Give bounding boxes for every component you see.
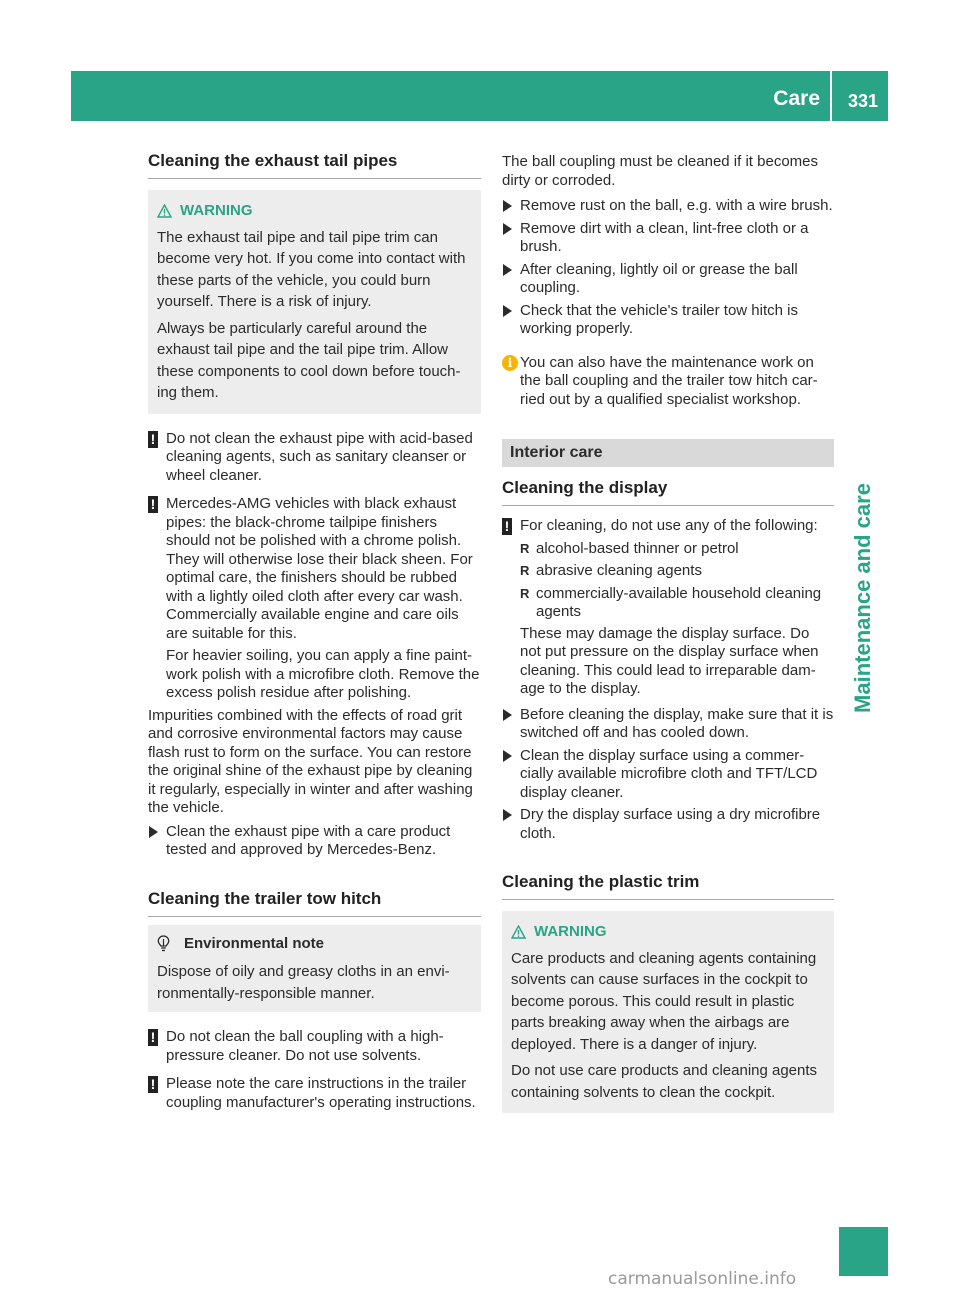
bullet-marker: R (520, 563, 530, 578)
environmental-note-text: Dispose of oily and greasy cloths in an envi-ronmentally-responsible manner. (157, 963, 450, 1002)
warning-header (511, 923, 825, 942)
caution-text: For cleaning, do not use any of the following: (520, 517, 818, 534)
instruction-step (148, 823, 481, 860)
step-arrow-icon (503, 200, 512, 212)
tow-hitch-heading: Cleaning the trailer tow hitch (148, 888, 481, 917)
warning-text: The exhaust tail pipe and tail pipe trim can become very hot. If you come into contact with these parts of the vehicle, you could burn yourself. There is a risk of injury. (157, 228, 466, 310)
step-text: Remove rust on the ball, e.g. with a wire brush. (520, 197, 833, 214)
caution-icon: ! (148, 1029, 158, 1046)
step-arrow-icon (503, 709, 512, 721)
step-arrow-icon (503, 750, 512, 762)
step-arrow-icon (503, 305, 512, 317)
header-bar (71, 71, 888, 121)
warning-title: WARNING (180, 202, 253, 219)
step-arrow-icon (149, 826, 158, 838)
caution-icon: ! (148, 431, 158, 448)
info-text: You can also have the maintenance work on the ball coupling and the trailer tow hitch car-ried out by a qualified specialist workshop. (520, 353, 818, 408)
step-text: Clean the display surface using a commer-cially available microfibre cloth and TFT/LCD display cleaner. (520, 746, 818, 801)
interior-care-heading: Interior care (502, 439, 834, 467)
caution-note (148, 1075, 481, 1112)
list-item-text: commercially-available household cleaning agents (536, 584, 822, 620)
exhaust-heading: Cleaning the exhaust tail pipes (148, 150, 481, 179)
lightbulb-icon (157, 935, 170, 952)
caution-extra-text: These may damage the display surface. Do not put pressure on the display surface when cleaning. This could lead to irreparable dam-age to the display. (520, 624, 819, 697)
plastic-warning-box (502, 911, 834, 1113)
step-text: Remove dirt with a clean, lint-free cloth or a brush. (520, 219, 809, 255)
caution-icon: ! (148, 496, 158, 513)
step-text: Check that the vehicle's trailer tow hitch is working properly. (520, 301, 798, 337)
step-text: Dry the display surface using a dry microfibre cloth. (520, 806, 821, 842)
chapter-tab (839, 483, 888, 713)
tow-hitch-paragraph: The ball coupling must be cleaned if it becomes dirty or corroded. (502, 153, 819, 189)
caution-text: Please note the care instructions in the trailer coupling manufacturer's operating instructions. (166, 1075, 476, 1111)
step-arrow-icon (503, 809, 512, 821)
header-separator (830, 71, 832, 121)
warning-title: WARNING (534, 923, 607, 940)
bullet-marker: R (520, 540, 530, 556)
plastic-trim-heading: Cleaning the plastic trim (502, 871, 834, 900)
caution-note (148, 1028, 481, 1065)
environmental-note-header (157, 935, 472, 954)
caution-text: Do not clean the exhaust pipe with acid-based cleaning agents, such as sanitary cleanser or wheel cleaner. (166, 429, 473, 484)
chapter-marker (839, 1227, 888, 1276)
instruction-step (502, 747, 834, 803)
caution-icon: ! (502, 518, 512, 535)
step-text: Before cleaning the display, make sure that it is switched off and has cooled down. (520, 705, 834, 741)
caution-text: Mercedes-AMG vehicles with black exhaust pipes: the black-chrome tailpipe finishers should not be polished with a chrome polish. They will otherwise lose their black sheen. For optimal care, the finishers should be rubbed with a lightly oiled cloth after every car wash. Commercially available engine and care oils are suitable for this. (166, 495, 473, 642)
instruction-step (502, 302, 834, 339)
list-item-text: alcohol-based thinner or petrol (536, 539, 739, 557)
instruction-step (502, 806, 834, 843)
step-text: After cleaning, lightly oil or grease the ball coupling. (520, 260, 798, 296)
instruction-step (502, 706, 834, 743)
caution-note (148, 495, 481, 643)
left-column (148, 150, 481, 1112)
instruction-step (502, 220, 834, 257)
info-note (502, 354, 834, 410)
warning-text: Care products and cleaning agents containing solvents can cause surfaces in the cockpit to become porous. This could result in plastic parts breaking away when the airbags are deployed. There is a danger of injury. (511, 949, 817, 1053)
environmental-note-box (148, 925, 481, 1013)
exhaust-paragraph: Impurities combined with the effects of road grit and corrosive environmental factors may cause flash rust to form on the surface. You can restore the original shine of the exhaust pipe by cleaning it regularly, especially in winter and after washing the vehicle. (148, 706, 473, 816)
page-number: 331 (847, 91, 878, 111)
step-arrow-icon (503, 264, 512, 276)
warning-text: Do not use care products and cleaning agents containing solvents to clean the cockpit. (511, 1062, 818, 1101)
caution-icon: ! (148, 1076, 158, 1093)
instruction-step (502, 261, 834, 298)
list-item (502, 585, 834, 622)
bullet-marker: R (520, 585, 530, 601)
list-item (502, 562, 834, 581)
list-item (502, 540, 834, 559)
environmental-note-title: Environmental note (184, 934, 325, 952)
info-icon: i (502, 355, 518, 371)
step-text: Clean the exhaust pipe with a care product tested and approved by Mercedes-Benz. (166, 822, 451, 858)
display-heading: Cleaning the display (502, 477, 834, 506)
caution-note (148, 430, 481, 486)
exhaust-warning-box (148, 190, 481, 414)
caution-text: Do not clean the ball coupling with a high-pressure cleaner. Do not use solvents. (166, 1028, 444, 1064)
caution-note (502, 517, 834, 536)
list-item-text: abrasive cleaning agents (536, 562, 702, 579)
right-column (502, 153, 834, 1113)
watermark: carmanualsonline.info (608, 1269, 797, 1289)
page-section-title: Care (773, 87, 820, 110)
instruction-step (502, 197, 834, 216)
caution-extra-text: For heavier soiling, you can apply a fine paint-work polish with a microfibre cloth. Remove the excess polish residue after polishing. (166, 647, 480, 701)
warning-header (157, 202, 472, 221)
warning-icon (511, 925, 526, 939)
chapter-tab-label: Maintenance and care (850, 483, 875, 713)
warning-icon (157, 204, 172, 218)
step-arrow-icon (503, 223, 512, 235)
warning-text: Always be particularly careful around the exhaust tail pipe and the tail pipe trim. Allow these components to cool down before touch-ing them. (157, 319, 461, 401)
